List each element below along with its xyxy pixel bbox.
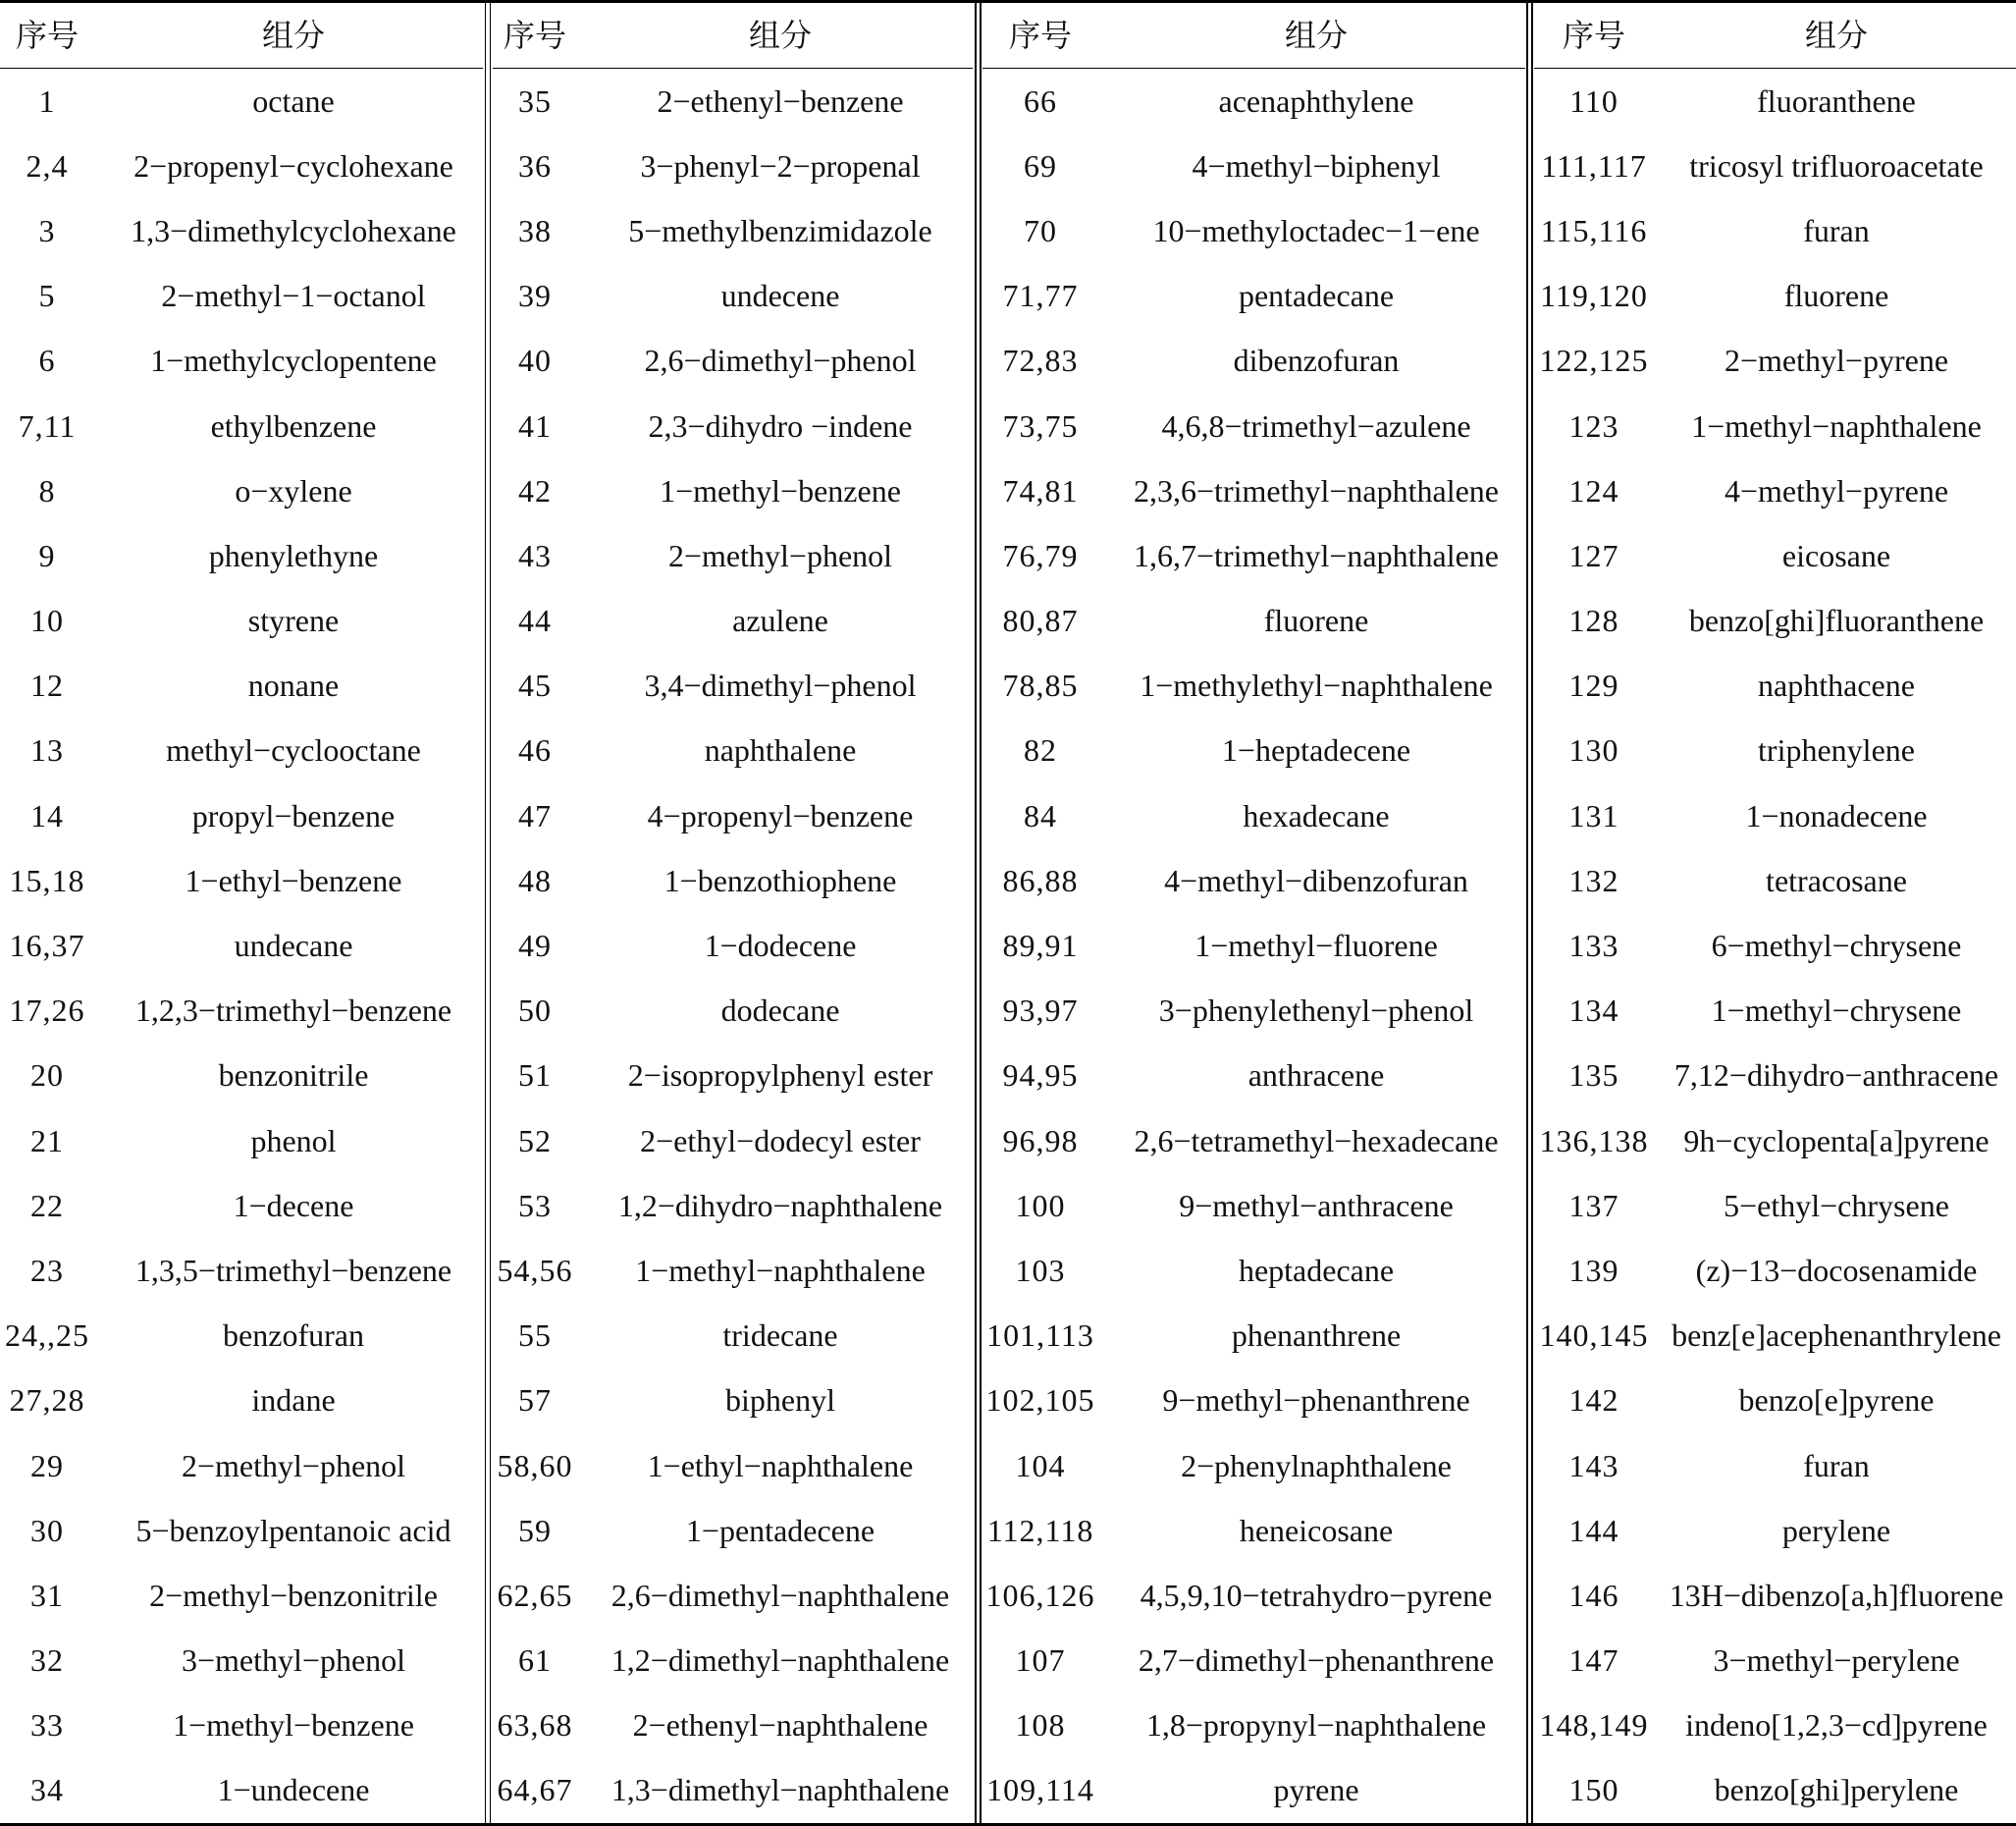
seq-number-cell: 109,114 [986, 1772, 1094, 1808]
component-name-cell: 2−methyl−benzonitrile [149, 1577, 438, 1613]
component-name-cell: 2−methyl−phenol [181, 1447, 406, 1483]
component-name-cell: 1−ethyl−benzene [185, 862, 402, 898]
column-divider [1526, 0, 1528, 1826]
seq-number-cell: 1 [38, 82, 56, 119]
component-name-cell: 1,8−propynyl−naphthalene [1145, 1707, 1487, 1744]
component-name-cell: hexadecane [1243, 797, 1390, 833]
component-name-cell: 1−benzothiophene [663, 862, 897, 898]
component-name-cell: 1,3−dimethyl−naphthalene [610, 1772, 950, 1808]
component-name-cell: biphenyl [725, 1382, 835, 1419]
seq-number-cell: 107 [1015, 1642, 1066, 1679]
seq-number-cell: 147 [1568, 1642, 1619, 1679]
seq-number-cell: 101,113 [986, 1317, 1094, 1354]
component-name-cell: benzo[e]pyrene [1738, 1382, 1935, 1419]
component-name-cell: 1−dodecene [704, 928, 857, 964]
seq-number-cell: 106,126 [985, 1577, 1095, 1613]
seq-number-cell: 139 [1568, 1252, 1619, 1288]
component-name-cell: 1−nonadecene [1745, 797, 1928, 833]
column-divider [485, 0, 487, 1826]
seq-header: 序号 [1534, 3, 1654, 69]
seq-header: 序号 [982, 3, 1098, 69]
seq-number-cell: 115,116 [1540, 212, 1648, 248]
component-name-cell: phenol [250, 1122, 337, 1158]
seq-number-cell: 53 [518, 1187, 552, 1223]
component-name-cell: benzofuran [223, 1317, 364, 1354]
component-name-cell: undecane [234, 928, 353, 964]
component-name-cell: anthracene [1247, 1057, 1385, 1094]
table-panel-3 [982, 3, 1525, 1823]
table-panel-4 [1534, 3, 2016, 1823]
component-name-cell: 2−ethenyl−benzene [657, 82, 904, 119]
seq-number-cell: 31 [30, 1577, 64, 1613]
seq-number-cell: 14 [30, 797, 64, 833]
component-header: 组分 [1098, 3, 1525, 69]
component-name-cell: heptadecane [1238, 1252, 1395, 1288]
seq-number-cell: 86,88 [1002, 862, 1079, 898]
seq-number-cell: 89,91 [1002, 928, 1079, 964]
seq-number-cell: 36 [518, 147, 552, 184]
seq-number-cell: 124 [1568, 472, 1619, 509]
component-name-cell: styrene [247, 603, 340, 639]
component-name-cell: 2,6−dimethyl−naphthalene [610, 1577, 950, 1613]
seq-number-cell: 8 [38, 472, 56, 509]
seq-number-cell: 20 [30, 1057, 64, 1094]
component-name-cell: 9−methyl−anthracene [1179, 1187, 1454, 1223]
component-name-cell: 1−methylethyl−naphthalene [1140, 668, 1493, 704]
component-name-cell: 2−phenylnaphthalene [1181, 1447, 1452, 1483]
seq-number-cell: 76,79 [1002, 537, 1079, 573]
component-name-cell: nonane [247, 668, 340, 704]
component-name-cell: 1−methyl−naphthalene [635, 1252, 926, 1288]
seq-number-cell: 127 [1568, 537, 1619, 573]
seq-number-cell: 150 [1568, 1772, 1619, 1808]
seq-number-cell: 142 [1568, 1382, 1619, 1419]
component-name-cell: 1−methylcyclopentene [150, 343, 437, 379]
seq-number-cell: 10 [30, 603, 64, 639]
component-name-cell: 4,6,8−trimethyl−azulene [1161, 407, 1471, 444]
component-name-cell: 1,2,3−trimethyl−benzene [134, 993, 452, 1029]
table-panel-2 [493, 3, 973, 1823]
seq-number-cell: 144 [1568, 1512, 1619, 1548]
seq-number-cell: 80,87 [1002, 603, 1079, 639]
component-name-cell: 5−methylbenzimidazole [628, 212, 932, 248]
seq-number-cell: 54,56 [497, 1252, 573, 1288]
seq-number-cell: 45 [518, 668, 552, 704]
component-name-cell: eicosane [1781, 537, 1891, 573]
component-header: 组分 [94, 3, 483, 69]
seq-number-cell: 62,65 [497, 1577, 573, 1613]
seq-number-cell: 32 [30, 1642, 64, 1679]
column-divider [975, 0, 977, 1826]
seq-number-cell: 143 [1568, 1447, 1619, 1483]
seq-number-cell: 30 [30, 1512, 64, 1548]
seq-number-cell: 82 [1024, 732, 1057, 769]
component-name-cell: 3−phenyl−2−propenal [640, 147, 921, 184]
seq-number-cell: 134 [1568, 993, 1619, 1029]
seq-number-cell: 66 [1024, 82, 1057, 119]
component-header: 组分 [577, 3, 973, 69]
seq-header: 序号 [0, 3, 94, 69]
seq-number-cell: 93,97 [1002, 993, 1079, 1029]
seq-number-cell: 110 [1569, 82, 1618, 119]
component-name-cell: 4−methyl−dibenzofuran [1164, 862, 1468, 898]
seq-number-cell: 2,4 [26, 147, 69, 184]
component-name-cell: 13H−dibenzo[a,h]fluorene [1669, 1577, 2004, 1613]
seq-number-cell: 103 [1015, 1252, 1066, 1288]
seq-number-cell: 63,68 [497, 1707, 573, 1744]
seq-number-cell: 104 [1015, 1447, 1066, 1483]
component-name-cell: ethylbenzene [210, 407, 377, 444]
seq-number-cell: 41 [518, 407, 552, 444]
seq-number-cell: 131 [1568, 797, 1619, 833]
component-name-cell: 3,4−dimethyl−phenol [644, 668, 917, 704]
component-name-cell: pyrene [1273, 1772, 1359, 1808]
seq-number-cell: 130 [1568, 732, 1619, 769]
seq-number-cell: 100 [1015, 1187, 1066, 1223]
component-name-cell: 3−phenylethenyl−phenol [1158, 993, 1474, 1029]
seq-number-cell: 42 [518, 472, 552, 509]
column-divider [1531, 0, 1533, 1826]
seq-number-cell: 17,26 [9, 993, 85, 1029]
component-name-cell: 3−methyl−perylene [1713, 1642, 1960, 1679]
seq-number-cell: 72,83 [1002, 343, 1079, 379]
seq-number-cell: 21 [30, 1122, 64, 1158]
seq-number-cell: 46 [518, 732, 552, 769]
seq-number-cell: 15,18 [9, 862, 85, 898]
seq-number-cell: 123 [1568, 407, 1619, 444]
seq-number-cell: 49 [518, 928, 552, 964]
seq-number-cell: 9 [38, 537, 56, 573]
seq-number-cell: 73,75 [1002, 407, 1079, 444]
component-name-cell: propyl−benzene [191, 797, 396, 833]
component-name-cell: naphthacene [1758, 668, 1915, 704]
seq-number-cell: 51 [518, 1057, 552, 1094]
component-name-cell: 5−benzoylpentanoic acid [135, 1512, 451, 1548]
component-name-cell: dodecane [720, 993, 840, 1029]
seq-number-cell: 137 [1568, 1187, 1619, 1223]
seq-number-cell: 16,37 [9, 928, 85, 964]
seq-number-cell: 84 [1024, 797, 1057, 833]
component-name-cell: undecene [720, 278, 840, 314]
component-name-cell: 1,6,7−trimethyl−naphthalene [1134, 537, 1499, 573]
component-name-cell: 10−methyloctadec−1−ene [1152, 212, 1480, 248]
seq-number-cell: 57 [518, 1382, 552, 1419]
seq-number-cell: 111,117 [1541, 147, 1647, 184]
component-name-cell: phenylethyne [208, 537, 379, 573]
seq-number-cell: 48 [518, 862, 552, 898]
component-name-cell: 1,2−dimethyl−naphthalene [610, 1642, 950, 1679]
table-panel-1 [0, 3, 483, 1823]
seq-number-cell: 94,95 [1002, 1057, 1079, 1094]
seq-number-cell: 119,120 [1540, 278, 1648, 314]
component-name-cell: 2,6−dimethyl−phenol [644, 343, 917, 379]
component-name-cell: 2,7−dimethyl−phenanthrene [1138, 1642, 1495, 1679]
component-name-cell: fluorene [1783, 278, 1889, 314]
seq-number-cell: 13 [30, 732, 64, 769]
seq-number-cell: 40 [518, 343, 552, 379]
component-name-cell: pentadecane [1238, 278, 1395, 314]
seq-number-cell: 69 [1024, 147, 1057, 184]
seq-number-cell: 136,138 [1539, 1122, 1649, 1158]
seq-number-cell: 135 [1568, 1057, 1619, 1094]
seq-number-cell: 128 [1568, 603, 1619, 639]
component-name-cell: 2−isopropylphenyl ester [627, 1057, 933, 1094]
component-name-cell: furan [1803, 212, 1870, 248]
component-name-cell: fluoranthene [1757, 82, 1916, 119]
component-name-cell: 2−methyl−1−octanol [161, 278, 426, 314]
component-name-cell: 1−methyl−fluorene [1194, 928, 1438, 964]
seq-number-cell: 148,149 [1539, 1707, 1649, 1744]
component-name-cell: 5−ethyl−chrysene [1724, 1187, 1949, 1223]
component-name-cell: heneicosane [1239, 1512, 1394, 1548]
seq-number-cell: 24,,25 [5, 1317, 89, 1354]
component-name-cell: 2,3−dihydro −indene [648, 407, 913, 444]
component-name-cell: 4−propenyl−benzene [647, 797, 914, 833]
seq-number-cell: 64,67 [497, 1772, 573, 1808]
seq-number-cell: 5 [38, 278, 56, 314]
component-name-cell: octane [252, 82, 335, 119]
component-name-cell: 1−undecene [217, 1772, 370, 1808]
seq-number-cell: 52 [518, 1122, 552, 1158]
component-name-cell: 1−pentadecene [685, 1512, 875, 1548]
seq-number-cell: 44 [518, 603, 552, 639]
seq-number-cell: 58,60 [497, 1447, 573, 1483]
component-name-cell: 1−heptadecene [1221, 732, 1411, 769]
component-name-cell: 1,2−dihydro−naphthalene [617, 1187, 943, 1223]
seq-number-cell: 146 [1568, 1577, 1619, 1613]
seq-number-cell: 29 [30, 1447, 64, 1483]
seq-number-cell: 6 [38, 343, 56, 379]
seq-number-cell: 140,145 [1539, 1317, 1649, 1354]
component-name-cell: benz[e]acephenanthrylene [1671, 1317, 2001, 1354]
component-name-cell: 2,6−tetramethyl−hexadecane [1134, 1122, 1499, 1158]
component-name-cell: 9−methyl−phenanthrene [1162, 1382, 1470, 1419]
seq-number-cell: 47 [518, 797, 552, 833]
seq-number-cell: 102,105 [985, 1382, 1095, 1419]
component-name-cell: 1−ethyl−naphthalene [647, 1447, 914, 1483]
seq-number-cell: 74,81 [1002, 472, 1079, 509]
component-name-cell: 3−methyl−phenol [181, 1642, 406, 1679]
component-name-cell: 1−methyl−benzene [173, 1707, 414, 1744]
component-name-cell: methyl−cyclooctane [166, 732, 421, 769]
column-divider [490, 0, 492, 1826]
component-name-cell: 4,5,9,10−tetrahydro−pyrene [1140, 1577, 1493, 1613]
seq-number-cell: 3 [38, 212, 56, 248]
component-name-cell: benzo[ghi]perylene [1714, 1772, 1959, 1808]
seq-number-cell: 22 [30, 1187, 64, 1223]
column-divider [980, 0, 981, 1826]
seq-number-cell: 122,125 [1539, 343, 1649, 379]
component-name-cell: tridecane [722, 1317, 838, 1354]
seq-number-cell: 133 [1568, 928, 1619, 964]
seq-number-cell: 132 [1568, 862, 1619, 898]
seq-number-cell: 78,85 [1002, 668, 1079, 704]
component-name-cell: 9h−cyclopenta[a]pyrene [1683, 1122, 1989, 1158]
component-name-cell: 2,3,6−trimethyl−naphthalene [1134, 472, 1499, 509]
seq-number-cell: 43 [518, 537, 552, 573]
component-name-cell: 2−ethyl−dodecyl ester [640, 1122, 921, 1158]
component-name-cell: azulene [732, 603, 828, 639]
component-name-cell: 1,3,5−trimethyl−benzene [134, 1252, 452, 1288]
seq-number-cell: 61 [518, 1642, 552, 1679]
component-name-cell: triphenylene [1758, 732, 1915, 769]
component-name-cell: dibenzofuran [1233, 343, 1400, 379]
seq-number-cell: 39 [518, 278, 552, 314]
component-name-cell: 7,12−dihydro−anthracene [1673, 1057, 1999, 1094]
component-name-cell: 1−methyl−benzene [660, 472, 901, 509]
seq-number-cell: 12 [30, 668, 64, 704]
seq-number-cell: 108 [1015, 1707, 1066, 1744]
seq-number-cell: 23 [30, 1252, 64, 1288]
component-name-cell: benzonitrile [218, 1057, 369, 1094]
component-name-cell: fluorene [1263, 603, 1369, 639]
component-name-cell: 2−propenyl−cyclohexane [133, 147, 453, 184]
component-name-cell: tetracosane [1766, 862, 1907, 898]
component-name-cell: 4−methyl−pyrene [1724, 472, 1949, 509]
seq-number-cell: 27,28 [9, 1382, 85, 1419]
component-name-cell: naphthalene [704, 732, 857, 769]
component-name-cell: perylene [1781, 1512, 1891, 1548]
seq-number-cell: 59 [518, 1512, 552, 1548]
component-header: 组分 [1654, 3, 2016, 69]
component-name-cell: 2−ethenyl−naphthalene [632, 1707, 928, 1744]
component-name-cell: furan [1803, 1447, 1870, 1483]
seq-number-cell: 71,77 [1002, 278, 1079, 314]
component-name-cell: acenaphthylene [1218, 82, 1414, 119]
component-name-cell: indeno[1,2,3−cd]pyrene [1685, 1707, 1988, 1744]
component-name-cell: 6−methyl−chrysene [1711, 928, 1962, 964]
seq-number-cell: 34 [30, 1772, 64, 1808]
component-name-cell: tricosyl trifluoroacetate [1689, 147, 1984, 184]
component-name-cell: benzo[ghi]fluoranthene [1688, 603, 1985, 639]
seq-number-cell: 35 [518, 82, 552, 119]
component-name-cell: 1−methyl−naphthalene [1691, 407, 1982, 444]
seq-number-cell: 112,118 [986, 1512, 1094, 1548]
component-name-cell: 1−decene [233, 1187, 354, 1223]
component-name-cell: 1−methyl−chrysene [1711, 993, 1962, 1029]
seq-header: 序号 [493, 3, 577, 69]
component-name-cell: phenanthrene [1231, 1317, 1402, 1354]
component-name-cell: (z)−13−docosenamide [1695, 1252, 1978, 1288]
seq-number-cell: 96,98 [1002, 1122, 1079, 1158]
component-name-cell: o−xylene [235, 472, 352, 509]
seq-number-cell: 7,11 [18, 407, 77, 444]
seq-number-cell: 70 [1024, 212, 1057, 248]
seq-number-cell: 129 [1568, 668, 1619, 704]
seq-number-cell: 55 [518, 1317, 552, 1354]
component-name-cell: indane [251, 1382, 336, 1419]
component-name-cell: 2−methyl−pyrene [1724, 343, 1949, 379]
seq-number-cell: 38 [518, 212, 552, 248]
component-name-cell: 4−methyl−biphenyl [1192, 147, 1441, 184]
seq-number-cell: 33 [30, 1707, 64, 1744]
seq-number-cell: 50 [518, 993, 552, 1029]
component-name-cell: 1,3−dimethylcyclohexane [131, 212, 456, 248]
component-name-cell: 2−methyl−phenol [667, 537, 893, 573]
